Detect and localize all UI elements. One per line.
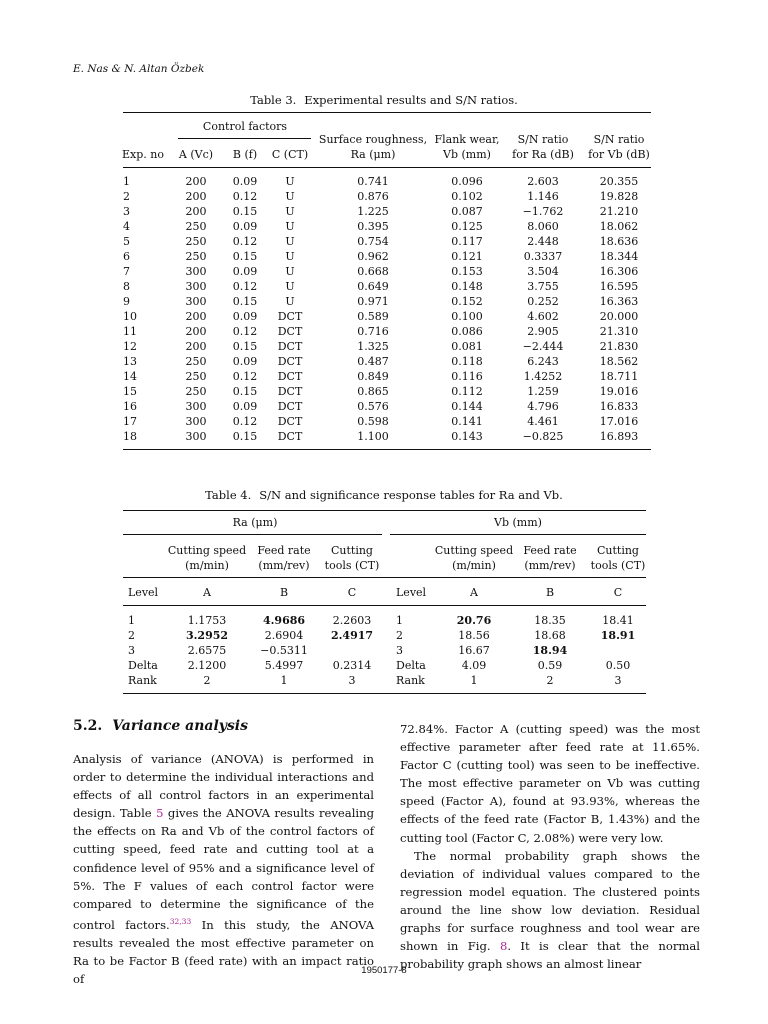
table3-cell-exp-no: 5 [123, 235, 130, 248]
table4-ra-value: 0.2314 [332, 659, 372, 672]
table4-vb-cutting-tools [591, 544, 646, 573]
table3-cell-vb: 0.148 [451, 280, 483, 293]
table3-cell-a-vc: 200 [185, 340, 207, 353]
table3-cell-ra: 0.754 [357, 235, 389, 248]
table3-col-snra-line1: S/N ratio [517, 133, 569, 146]
table3-cell-exp-no: 18 [123, 430, 137, 443]
table4-ra-value: 2.1200 [187, 659, 227, 672]
table-5-link[interactable]: 5 [156, 806, 164, 821]
table3-cell-sn-vb: 16.833 [599, 400, 639, 413]
table4-vb-feed-rate-l2: (mm/rev) [524, 558, 576, 572]
table3-cell-ra: 0.865 [357, 385, 389, 398]
table3-col-vb-line1: Flank wear, [434, 133, 500, 146]
table3-cell-exp-no: 1 [123, 175, 130, 188]
table3-cell-b-f: 0.09 [232, 220, 258, 233]
table3-cell-exp-no: 10 [123, 310, 137, 323]
table3-cell-vb: 0.087 [451, 205, 483, 218]
table3-col-b: B (f) [232, 148, 258, 161]
table4-ra-value: 1.1753 [187, 614, 227, 627]
table4-vb-value: 20.76 [456, 614, 492, 627]
right-paragraph-1: 72.84%. Factor A (cutting speed) was the most effective parameter after feed rate at 11.65%. Factor C (cutting tool) was seen to be ineffective. The most effective parameter on Vb was cutting speed (Factor A), found at 93.93%, whereas the effects of the feed rate (Factor B, 1.43%) and the cutting tool (Factor C, 2.08%) were very low. [400, 722, 700, 845]
table4-vb-cutting-speed-l2: (m/min) [452, 558, 496, 572]
table3-cell-c-ct: U [285, 265, 295, 278]
table3-cell-ra: 1.100 [357, 430, 389, 443]
table4-vb-level-header: Level [396, 586, 427, 599]
left-text-1: Analysis of variance (ANOVA) is performed in order to determine the individual interactions and effects of all control factors in an experimental design. Table [73, 752, 374, 821]
table4-ra-value: 4.9686 [262, 614, 306, 627]
table3-cell-b-f: 0.09 [232, 355, 258, 368]
table3-cell-sn-vb: 18.636 [599, 235, 639, 248]
table3-cell-a-vc: 250 [185, 355, 207, 368]
table3-cell-a-vc: 300 [185, 280, 207, 293]
table3-cell-ra: 0.589 [357, 310, 389, 323]
table3-cell-sn-vb: 18.711 [599, 370, 639, 383]
table3-cell-vb: 0.096 [451, 175, 483, 188]
table3-cell-a-vc: 300 [185, 265, 207, 278]
table3-cell-sn-ra: 4.796 [527, 400, 559, 413]
table4-vb-value: 2 [546, 674, 554, 687]
table3-cell-c-ct: U [285, 235, 295, 248]
table4-vb-feed-rate [523, 544, 576, 573]
table3-cell-sn-ra: −0.825 [522, 430, 564, 443]
table4-ra-level: 1 [128, 614, 135, 627]
table3-cell-b-f: 0.15 [232, 385, 258, 398]
table3-cell-b-f: 0.15 [232, 250, 258, 263]
table4-ra-level: Rank [128, 674, 157, 687]
table4-vb-level: Delta [396, 659, 426, 672]
table3-cell-exp-no: 17 [123, 415, 137, 428]
table4-ra-value: 3 [348, 674, 356, 687]
table3-col-vb-line2: Vb (mm) [443, 147, 491, 161]
table4-ra-feed-rate-l1: Feed rate [257, 544, 311, 557]
table3-cell-exp-no: 12 [123, 340, 137, 353]
table3-cell-sn-vb: 21.830 [599, 340, 639, 353]
running-head: E. Nas & N. Altan Özbek [73, 63, 205, 75]
table3-cell-ra: 0.487 [357, 355, 389, 368]
table3-cell-a-vc: 250 [185, 235, 207, 248]
table3-cell-c-ct: DCT [277, 355, 303, 368]
table3-cell-sn-vb: 16.363 [599, 295, 639, 308]
table3-col-ra-line1: Surface roughness, [318, 133, 428, 146]
table3-cell-exp-no: 6 [123, 250, 130, 263]
table3-cell-c-ct: U [285, 280, 295, 293]
table3-cell-b-f: 0.09 [232, 265, 258, 278]
table3-cell-a-vc: 300 [185, 400, 207, 413]
table4-label: Table 4. [205, 488, 252, 502]
table3-group-header: Control factors [202, 120, 288, 133]
table3-cell-vb: 0.116 [451, 370, 483, 383]
table4-ra-feed-rate [257, 544, 310, 573]
table4-vb-cutting-speed [435, 544, 513, 573]
table3-cell-ra: 0.971 [357, 295, 389, 308]
table4-ra-value: 3.2952 [185, 629, 229, 642]
table3-cell-c-ct: DCT [277, 370, 303, 383]
table3-cell-c-ct: U [285, 190, 295, 203]
table3-label: Table 3. [250, 93, 297, 107]
table3-cell-b-f: 0.12 [232, 190, 258, 203]
table4-ra-value: 5.4997 [264, 659, 304, 672]
table4-vb-cutting-tools-l2: tools (CT) [590, 558, 646, 572]
table3-cell-c-ct: DCT [277, 430, 303, 443]
table3-cell-b-f: 0.15 [232, 430, 258, 443]
table4-ra-letter-c: C [347, 586, 357, 599]
table3-cell-sn-vb: 20.355 [599, 175, 639, 188]
table3-cell-c-ct: DCT [277, 310, 303, 323]
table3-cell-sn-vb: 18.344 [599, 250, 639, 263]
table3-cell-a-vc: 250 [185, 370, 207, 383]
table4-ra-value: 2.6904 [264, 629, 304, 642]
table4-vb-feed-rate-l1: Feed rate [523, 544, 577, 557]
table3-cell-sn-vb: 19.828 [599, 190, 639, 203]
table3-cell-c-ct: U [285, 175, 295, 188]
table3-cell-c-ct: DCT [277, 415, 303, 428]
table3-caption [0, 93, 768, 107]
table3-cell-a-vc: 250 [185, 220, 207, 233]
table4-ra-value: −0.5311 [260, 644, 308, 657]
section-heading [73, 718, 248, 734]
table3-cell-sn-vb: 21.310 [599, 325, 639, 338]
figure-8-link[interactable]: 8 [499, 939, 508, 954]
table3-cell-b-f: 0.12 [232, 325, 258, 338]
table4-ra-cutting-tools-l1: Cutting [330, 544, 373, 557]
table3-cell-a-vc: 200 [185, 205, 207, 218]
table3-cell-vb: 0.141 [451, 415, 483, 428]
table4-vb-value: 1 [470, 674, 478, 687]
table3-cell-sn-vb: 18.562 [599, 355, 639, 368]
table3-cell-sn-vb: 17.016 [599, 415, 639, 428]
table3-cell-b-f: 0.12 [232, 370, 258, 383]
table4-vb-letter-b: B [545, 586, 555, 599]
table3-cell-sn-ra: 2.905 [527, 325, 559, 338]
table3-cell-ra: 1.225 [357, 205, 389, 218]
table3-cell-a-vc: 200 [185, 325, 207, 338]
table3-cell-exp-no: 7 [123, 265, 130, 278]
table3-cell-exp-no: 3 [123, 205, 130, 218]
table4-vb-cutting-speed-l1: Cutting speed [434, 544, 514, 557]
table3-cell-sn-vb: 19.016 [599, 385, 639, 398]
table3-cell-exp-no: 8 [123, 280, 130, 293]
table3-cell-vb: 0.125 [451, 220, 483, 233]
table3-cell-vb: 0.100 [451, 310, 483, 323]
table3-cell-b-f: 0.12 [232, 415, 258, 428]
table3-cell-sn-vb: 21.210 [599, 205, 639, 218]
table4-vb-value: 3 [614, 674, 622, 687]
table3-cell-sn-vb: 16.306 [599, 265, 639, 278]
table3-col-c: C (CT) [271, 148, 309, 161]
table4-ra-cutting-tools-l2: tools (CT) [324, 558, 380, 572]
table3-cell-sn-ra: −2.444 [522, 340, 564, 353]
table3-cell-sn-ra: 3.755 [527, 280, 559, 293]
table3-cell-vb: 0.143 [451, 430, 483, 443]
table3-cell-sn-vb: 18.062 [599, 220, 639, 233]
table3-cell-sn-vb: 20.000 [599, 310, 639, 323]
table3-cell-exp-no: 11 [123, 325, 137, 338]
table4-ra-cutting-speed-l2: (m/min) [185, 558, 229, 572]
table4-vb-value: 16.67 [458, 644, 490, 657]
table4-ra-level: 3 [128, 644, 135, 657]
table3-cell-ra: 0.576 [357, 400, 389, 413]
section-title: Variance analysis [112, 718, 248, 734]
table4-vb-level: 2 [396, 629, 403, 642]
table3-cell-exp-no: 13 [123, 355, 137, 368]
table4-vb-value: 18.94 [532, 644, 568, 657]
table4-vb-value: 4.09 [461, 659, 487, 672]
table3-cell-c-ct: U [285, 205, 295, 218]
table3-cell-sn-ra: 2.448 [527, 235, 559, 248]
table3-cell-a-vc: 300 [185, 295, 207, 308]
table3-col-snvb [588, 133, 650, 162]
table4-ra-letter-a: A [203, 586, 211, 599]
table3-cell-c-ct: DCT [277, 325, 303, 338]
right-text-1: The normal probability graph shows the deviation of individual values compared to the regression model equation. The clustered points around the line show low deviation. Residual graphs for surface roughness and tool wear are shown in Fig. [400, 848, 700, 954]
table4-ra-value: 2 [203, 674, 211, 687]
table4-vb-value: 18.91 [600, 629, 636, 642]
table4-ra-level: Delta [128, 659, 158, 672]
table4-ra-cutting-tools [325, 544, 380, 573]
table3-cell-sn-ra: 6.243 [527, 355, 559, 368]
table3-cell-vb: 0.144 [451, 400, 483, 413]
table3-cell-ra: 0.395 [357, 220, 389, 233]
table4-ra-level-header: Level [128, 586, 159, 599]
table3-cell-ra: 0.741 [357, 175, 389, 188]
table4-letters-rule [123, 605, 646, 606]
table3-cell-a-vc: 200 [185, 175, 207, 188]
right-column [400, 720, 700, 973]
table3-cell-c-ct: U [285, 250, 295, 263]
table4-vb-value: 18.41 [602, 614, 634, 627]
table3-cell-vb: 0.102 [451, 190, 483, 203]
table4-ra-value: 2.2603 [332, 614, 372, 627]
table4-ra-feed-rate-l2: (mm/rev) [258, 558, 310, 572]
table3-col-a: A (Vc) [178, 148, 214, 161]
table4-vb-value: 0.59 [537, 659, 563, 672]
table3-cell-sn-vb: 16.595 [599, 280, 639, 293]
table3-cell-b-f: 0.12 [232, 235, 258, 248]
table3-cell-sn-ra: 4.602 [527, 310, 559, 323]
table3-cell-sn-ra: −1.762 [522, 205, 564, 218]
table3-cell-a-vc: 250 [185, 250, 207, 263]
table4-vb-value: 18.56 [458, 629, 490, 642]
table3-cell-vb: 0.152 [451, 295, 483, 308]
table3-cell-vb: 0.153 [451, 265, 483, 278]
table4-ra-cutting-speed [168, 544, 246, 573]
table3-cell-a-vc: 200 [185, 190, 207, 203]
table4-vb-letter-c: C [613, 586, 623, 599]
table3-cell-sn-ra: 0.252 [527, 295, 559, 308]
right-text-2: . It is clear that the normal probability graph shows an almost linear [400, 939, 700, 972]
left-paragraph [73, 750, 374, 988]
table3-col-vb [435, 133, 500, 162]
table4-vb-value: 0.50 [605, 659, 631, 672]
table3-cell-ra: 1.325 [357, 340, 389, 353]
table3-title: Experimental results and S/N ratios. [304, 93, 518, 107]
left-text-3: In this study, the ANOVA results revealed the most effective parameter on Ra to be Factor B (feed rate) with an impact ratio of [73, 917, 375, 986]
section-number: 5.2. [73, 718, 103, 734]
table3-cell-ra: 0.716 [357, 325, 389, 338]
table3-group-rule [178, 138, 311, 139]
table3-cell-exp-no: 9 [123, 295, 130, 308]
table4-vb-cutting-tools-l1: Cutting [596, 544, 639, 557]
table3-cell-sn-ra: 2.603 [527, 175, 559, 188]
table3-cell-sn-ra: 8.060 [527, 220, 559, 233]
table4-vb-level: Rank [396, 674, 425, 687]
table4-vb-level: 3 [396, 644, 403, 657]
table3-col-snvb-line1: S/N ratio [593, 133, 645, 146]
table4-bottom-rule [123, 693, 646, 694]
table3-cell-c-ct: U [285, 295, 295, 308]
table4-ra-level: 2 [128, 629, 135, 642]
table3-cell-sn-ra: 1.259 [527, 385, 559, 398]
table3-cell-a-vc: 250 [185, 385, 207, 398]
table3-cell-vb: 0.121 [451, 250, 483, 263]
table3-cell-a-vc: 200 [185, 310, 207, 323]
table3-cell-b-f: 0.09 [232, 400, 258, 413]
table3-cell-exp-no: 2 [123, 190, 130, 203]
left-column [73, 750, 374, 988]
table3-col-snra-line2: for Ra (dB) [512, 147, 574, 161]
table3-cell-sn-ra: 1.146 [527, 190, 559, 203]
table4-vb-rule [390, 534, 646, 535]
table3-cell-b-f: 0.15 [232, 340, 258, 353]
citation-32-33-link[interactable]: 32,33 [169, 916, 192, 926]
table3-cell-ra: 0.962 [357, 250, 389, 263]
table3-cell-vb: 0.112 [451, 385, 483, 398]
table3-col-ra-line2: Ra (μm) [350, 147, 396, 161]
table3-col-snvb-line2: for Vb (dB) [588, 147, 650, 161]
table4-vb-value: 18.68 [534, 629, 566, 642]
table4-ra-value: 1 [280, 674, 288, 687]
table3-cell-b-f: 0.09 [232, 175, 258, 188]
table3-cell-sn-ra: 1.4252 [523, 370, 563, 383]
table3-cell-a-vc: 300 [185, 430, 207, 443]
table4-ra-cutting-speed-l1: Cutting speed [167, 544, 247, 557]
table3-cell-ra: 0.876 [357, 190, 389, 203]
table3-cell-exp-no: 15 [123, 385, 137, 398]
table3-cell-exp-no: 14 [123, 370, 137, 383]
table4-vb-value: 18.35 [534, 614, 566, 627]
table3-cell-a-vc: 300 [185, 415, 207, 428]
right-paragraph-2 [400, 847, 700, 974]
table3-cell-sn-ra: 4.461 [527, 415, 559, 428]
table4-vb-level: 1 [396, 614, 403, 627]
table4-sub-rule [123, 577, 646, 578]
table3-cell-b-f: 0.09 [232, 310, 258, 323]
table3-col-exp: Exp. no [122, 148, 164, 161]
table3-cell-sn-ra: 3.504 [527, 265, 559, 278]
page-number: 1950177-8 [361, 965, 407, 976]
table3-cell-c-ct: DCT [277, 385, 303, 398]
table3-cell-c-ct: DCT [277, 340, 303, 353]
table4-ra-header: Ra (μm) [232, 516, 278, 529]
table3-col-ra [319, 133, 427, 162]
table4-ra-value: 2.4917 [330, 629, 374, 642]
table3-cell-b-f: 0.12 [232, 280, 258, 293]
table4-ra-letter-b: B [279, 586, 289, 599]
table3-cell-vb: 0.086 [451, 325, 483, 338]
table3-cell-b-f: 0.15 [232, 205, 258, 218]
table3-bottom-rule [123, 449, 651, 450]
left-text-2: gives the ANOVA results revealing the effects on Ra and Vb of the control factors of cutting speed, feed rate and cutting tool at a confidence level of 95% and a significance level of 5%. The F values of each control factor were compared to determine the significance of the control factors. [73, 806, 374, 932]
table4-vb-letter-a: A [470, 586, 478, 599]
table3-top-rule [123, 112, 651, 113]
table4-vb-header: Vb (mm) [494, 516, 542, 529]
table3-col-snra [512, 133, 574, 162]
table3-cell-vb: 0.118 [451, 355, 483, 368]
table3-cell-sn-vb: 16.893 [599, 430, 639, 443]
table3-cell-c-ct: DCT [277, 400, 303, 413]
table3-cell-sn-ra: 0.3337 [523, 250, 563, 263]
table3-cell-exp-no: 4 [123, 220, 130, 233]
table3-cell-ra: 0.668 [357, 265, 389, 278]
table3-cell-ra: 0.849 [357, 370, 389, 383]
table4-caption [0, 488, 768, 502]
table3-cell-vb: 0.081 [451, 340, 483, 353]
table4-ra-rule [123, 534, 382, 535]
table4-top-rule [123, 510, 646, 511]
table3-cell-c-ct: U [285, 220, 295, 233]
table3-header-rule [123, 167, 651, 168]
table3-cell-ra: 0.598 [357, 415, 389, 428]
table3-cell-exp-no: 16 [123, 400, 137, 413]
table3-cell-ra: 0.649 [357, 280, 389, 293]
table3-cell-b-f: 0.15 [232, 295, 258, 308]
table4-title: S/N and significance response tables for Ra and Vb. [259, 488, 563, 502]
table3-cell-vb: 0.117 [451, 235, 483, 248]
table4-ra-value: 2.6575 [187, 644, 227, 657]
